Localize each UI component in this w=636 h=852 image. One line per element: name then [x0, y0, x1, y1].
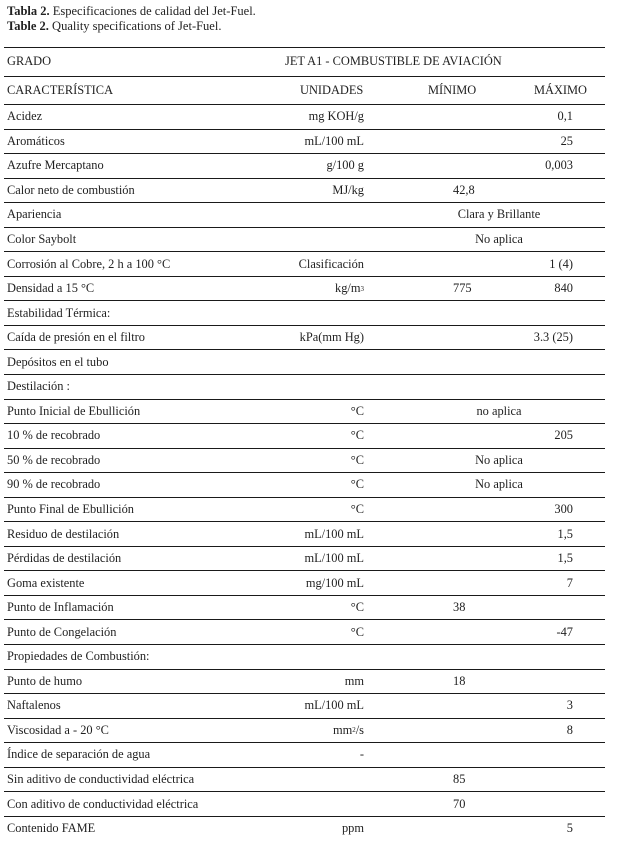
unit-text: mg KOH/g [308, 109, 364, 124]
unit-text: mm [332, 722, 353, 737]
unit-text: mL/100 mL [304, 526, 364, 541]
table-row [4, 767, 605, 792]
unit-text: °C [350, 502, 364, 517]
table-row [4, 718, 605, 743]
table-row [4, 570, 605, 595]
maximum-cell: 8 [566, 722, 573, 737]
characteristic-cell: Punto Final de Ebullición [7, 502, 134, 517]
header-units: UNIDADES [300, 82, 364, 97]
unit-text: MJ/kg [332, 182, 364, 197]
characteristic-cell: Sin aditivo de conductividad eléctrica [7, 772, 195, 787]
unit-cell [309, 105, 364, 129]
characteristic-cell: Estabilidad Térmica: [7, 305, 111, 320]
table-row [4, 104, 605, 129]
table-row [4, 497, 605, 522]
table-row [4, 227, 605, 252]
table-row [4, 546, 605, 571]
characteristic-cell: Depósitos en el tubo [7, 354, 109, 369]
unit-cell [351, 449, 364, 473]
table-row [4, 251, 605, 276]
characteristic-cell: Punto Inicial de Ebullición [7, 403, 141, 418]
table-row [4, 300, 605, 325]
spanning-value-cell: No aplica [475, 477, 523, 492]
characteristic-cell: Densidad a 15 °C [7, 281, 95, 296]
table-row [4, 423, 605, 448]
unit-cell [299, 252, 364, 276]
table-row [4, 742, 605, 767]
unit-text: °C [350, 600, 364, 615]
spanning-value-cell: No aplica [475, 232, 523, 246]
unit-cell [351, 498, 364, 522]
table-row [4, 129, 605, 154]
maximum-cell: 25 [560, 133, 573, 148]
unit-cell [345, 670, 364, 694]
unit-text: mL/100 mL [304, 698, 364, 713]
maximum-cell: 1,5 [557, 551, 573, 566]
caption-spanish [7, 4, 256, 18]
unit-text: mm [344, 673, 364, 688]
table-row [4, 374, 605, 399]
characteristic-cell: Azufre Mercaptano [7, 158, 104, 173]
maximum-cell: 205 [554, 428, 573, 443]
unit-text: g/100 g [326, 158, 364, 173]
table-row [4, 693, 605, 718]
characteristic-cell: Naftalenos [7, 698, 61, 713]
characteristic-cell: Residuo de destilación [7, 526, 120, 541]
characteristic-cell: 90 % de recobrado [7, 477, 101, 492]
unit-text: °C [350, 624, 364, 639]
unit-cell [351, 620, 364, 644]
header-grade-label: GRADO [7, 54, 52, 69]
table-row [4, 791, 605, 816]
minimum-cell: 18 [453, 673, 466, 688]
minimum-cell: 38 [453, 600, 466, 615]
table-row [4, 595, 605, 620]
characteristic-cell: Goma existente [7, 575, 85, 590]
table-row [4, 399, 605, 424]
unit-text: °C [350, 428, 364, 443]
characteristic-cell: Índice de separación de agua [7, 747, 151, 762]
specifications-table [4, 47, 605, 840]
table-row [4, 178, 605, 203]
unit-cell [332, 179, 364, 203]
unit-text: Clasificación [298, 256, 364, 271]
unit-tail: /s [355, 722, 364, 737]
characteristic-cell: Punto de Inflamación [7, 600, 114, 615]
characteristic-cell: Con aditivo de conductividad eléctrica [7, 796, 199, 811]
maximum-cell: 3 [566, 698, 573, 713]
caption-english-text: Quality specifications of Jet-Fuel. [48, 19, 222, 33]
characteristic-cell: Color Saybolt [7, 232, 77, 246]
unit-cell [304, 522, 364, 546]
caption-spanish-label: Tabla 2. [7, 4, 50, 18]
header-minimum: MÍNIMO [428, 82, 477, 97]
unit-text: °C [350, 452, 364, 467]
maximum-cell: 1 (4) [549, 256, 573, 271]
table-row [4, 669, 605, 694]
maximum-cell: 0,1 [557, 109, 573, 124]
characteristic-cell: Caída de presión en el filtro [7, 330, 145, 345]
maximum-cell: 1,5 [557, 526, 573, 541]
table-row [4, 202, 605, 227]
unit-cell: kg/m 3 [335, 281, 364, 296]
header-grade-value: JET A1 - COMBUSTIBLE DE AVIACIÓN [285, 54, 502, 69]
unit-cell [351, 424, 364, 448]
unit-cell [326, 154, 364, 178]
characteristic-cell: Corrosión al Cobre, 2 h a 100 °C [7, 256, 171, 271]
header-characteristic: CARACTERÍSTICA [7, 82, 114, 97]
unit-cell [351, 596, 364, 620]
unit-text: °C [350, 403, 364, 418]
unit-text: mL/100 mL [304, 551, 364, 566]
table-row [4, 472, 605, 497]
characteristic-cell: Viscosidad a - 20 °C [7, 722, 109, 737]
maximum-cell: 3.3 (25) [533, 330, 573, 345]
table-body [4, 104, 605, 840]
unit-cell [351, 400, 364, 424]
maximum-cell: 840 [554, 281, 573, 296]
unit-text: - [359, 747, 364, 762]
table-row [4, 276, 605, 301]
unit-cell [351, 473, 364, 497]
header-maximum: MÁXIMO [534, 82, 588, 97]
unit-text: mg/100 mL [305, 575, 364, 590]
unit-text: °C [350, 477, 364, 492]
minimum-cell: 70 [453, 796, 466, 811]
table-row [4, 816, 605, 841]
unit-text: mL/100 mL [304, 133, 364, 148]
characteristic-cell: Contenido FAME [7, 821, 96, 836]
minimum-cell: 42,8 [453, 182, 475, 197]
characteristic-cell: Pérdidas de destilación [7, 551, 122, 566]
unit-text: kPa(mm Hg) [299, 330, 364, 345]
table-row [4, 521, 605, 546]
table-row [4, 619, 605, 644]
maximum-cell: 0,003 [545, 158, 573, 173]
unit-text: ppm [341, 821, 364, 836]
unit-cell [342, 817, 364, 841]
unit-cell: mm 2 /s [332, 722, 364, 737]
header-row-grade [4, 47, 605, 76]
characteristic-cell: Destilación : [7, 379, 70, 394]
characteristic-cell: Punto de Congelación [7, 624, 117, 639]
unit-cell [304, 547, 364, 571]
characteristic-cell: Aromáticos [7, 133, 65, 148]
characteristic-cell: Acidez [7, 109, 43, 124]
maximum-cell: -47 [556, 624, 573, 639]
unit-cell [300, 326, 364, 350]
table-row [4, 448, 605, 473]
table-row [4, 349, 605, 374]
maximum-cell: 5 [566, 821, 573, 836]
spanning-value-cell: Clara y Brillante [457, 207, 541, 222]
header-row-columns [4, 76, 605, 105]
maximum-cell: 7 [566, 575, 573, 590]
caption-english-label: Table 2. [7, 19, 49, 33]
table-row [4, 153, 605, 178]
unit-cell [360, 743, 364, 767]
minimum-cell: 775 [453, 281, 472, 296]
spanning-value-cell: no aplica [476, 403, 522, 418]
characteristic-cell: Propiedades de Combustión: [7, 649, 150, 664]
unit-cell [304, 130, 364, 154]
characteristic-cell: Apariencia [7, 207, 62, 222]
spanning-value-cell: No aplica [475, 452, 523, 467]
unit-cell [306, 571, 364, 595]
table-row [4, 644, 605, 669]
caption-english [7, 19, 221, 33]
maximum-cell: 300 [554, 502, 573, 517]
unit-text: kg/m [335, 281, 361, 296]
characteristic-cell: 50 % de recobrado [7, 452, 101, 467]
characteristic-cell: 10 % de recobrado [7, 428, 101, 443]
characteristic-cell: Calor neto de combustión [7, 182, 135, 197]
characteristic-cell: Punto de humo [7, 673, 83, 688]
minimum-cell: 85 [453, 772, 466, 787]
caption-spanish-text: Especificaciones de calidad del Jet-Fuel. [49, 4, 256, 18]
unit-cell [304, 694, 364, 718]
table-row [4, 325, 605, 350]
